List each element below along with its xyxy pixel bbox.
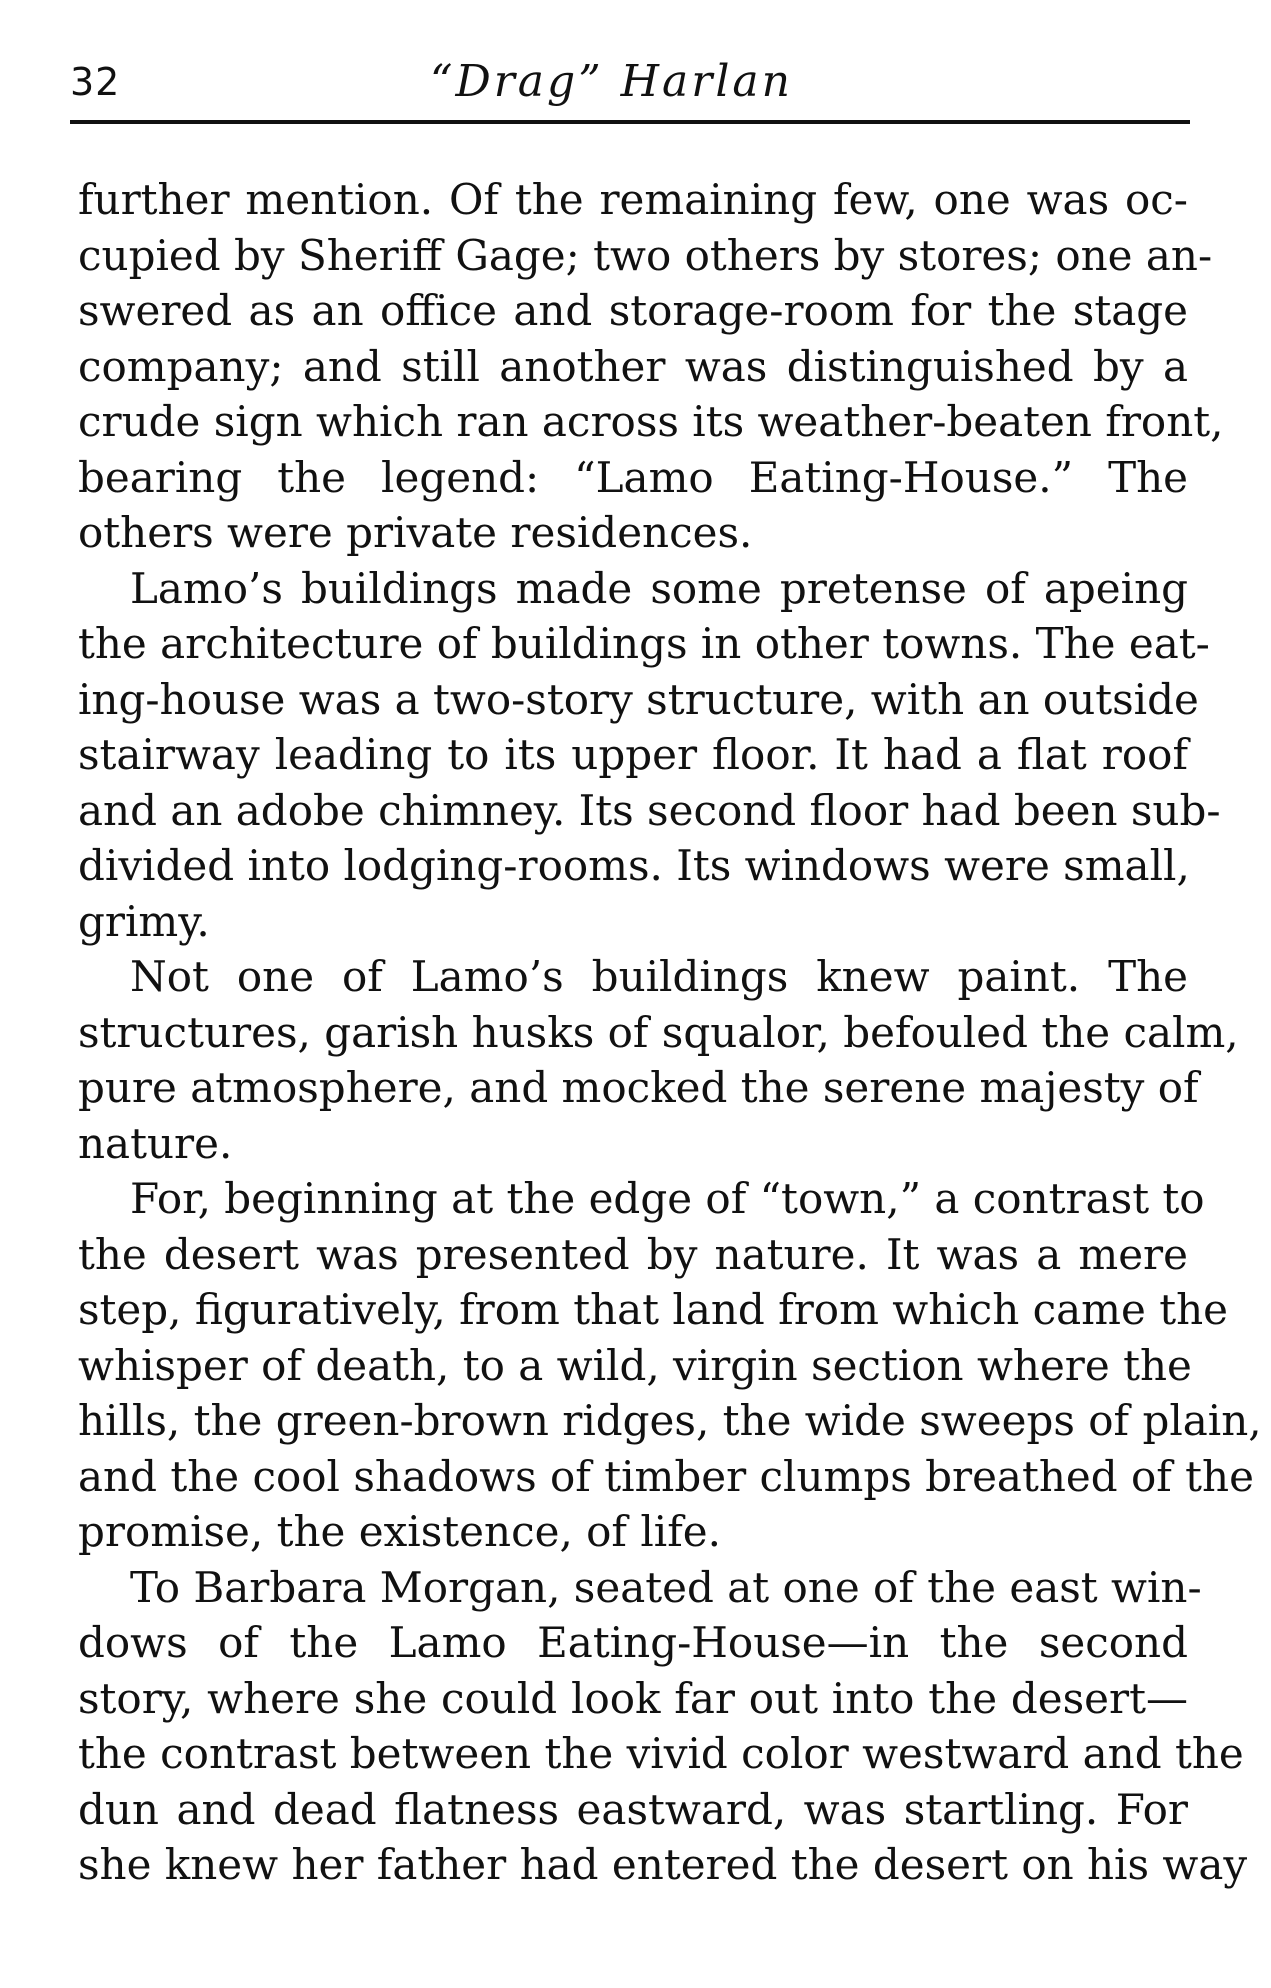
text-line: pure atmosphere, and mocked the serene majesty of <box>78 1063 1199 1112</box>
text-line: cupied by Sheriff Gage; two others by stores; one an- <box>78 230 1213 280</box>
text-line: swered as an office and storage-room for the stage <box>78 286 1188 335</box>
text-line: the desert was presented by nature. It was a mere <box>78 1229 1188 1279</box>
text-line: dows of the Lamo Eating-House—in the second <box>78 1618 1188 1667</box>
text-line: For, beginning at the edge of “town,” a contrast to <box>130 1174 1205 1223</box>
text-line: Lamo’s buildings made some pretense of apeing <box>130 563 1188 613</box>
running-title: “Drag” Harlan <box>430 56 793 107</box>
page-header <box>70 52 1190 112</box>
text-line: she knew her father had entered the desert on his way <box>78 1840 1248 1889</box>
text-line: crude sign which ran across its weather-beaten front, <box>78 397 1224 446</box>
text-line: Not one of Lamo’s buildings knew paint. The <box>130 952 1188 1001</box>
text-line: promise, the existence, of life. <box>78 1507 721 1556</box>
text-line: and an adobe chimney. Its second floor had been sub- <box>78 785 1221 835</box>
text-line: To Barbara Morgan, seated at one of the east win- <box>130 1562 1202 1612</box>
text-line: the architecture of buildings in other towns. The eat- <box>78 619 1210 668</box>
text-line: ing-house was a two-story structure, with an outside <box>78 674 1199 724</box>
text-line: hills, the green-brown ridges, the wide sweeps of plain, <box>78 1396 1262 1445</box>
text-line: grimy. <box>78 896 210 946</box>
text-line: step, figuratively, from that land from which came the <box>78 1285 1228 1334</box>
text-line: stairway leading to its upper floor. It had a flat roof <box>78 730 1188 779</box>
text-line: bearing the legend: “Lamo Eating-House.” The <box>78 452 1188 502</box>
text-line: others were private residences. <box>78 508 753 557</box>
text-line: divided into lodging-rooms. Its windows were small, <box>78 841 1190 890</box>
text-line: further mention. Of the remaining few, one was oc- <box>78 175 1188 224</box>
text-line: story, where she could look far out into the desert— <box>78 1673 1188 1723</box>
text-line: and the cool shadows of timber clumps breathed of the <box>78 1451 1254 1501</box>
text-line: the contrast between the vivid color westward and the <box>78 1729 1244 1778</box>
text-line: company; and still another was distinguished by a <box>78 341 1188 391</box>
text-line: structures, garish husks of squalor, befouled the calm, <box>78 1007 1239 1057</box>
text-line: dun and dead flatness eastward, was startling. For <box>78 1784 1188 1834</box>
text-line: whisper of death, to a wild, virgin section where the <box>78 1340 1192 1390</box>
page-number: 32 <box>70 60 121 104</box>
text-line: nature. <box>78 1118 233 1168</box>
body-text <box>78 172 1262 1893</box>
header-rule <box>70 120 1190 124</box>
